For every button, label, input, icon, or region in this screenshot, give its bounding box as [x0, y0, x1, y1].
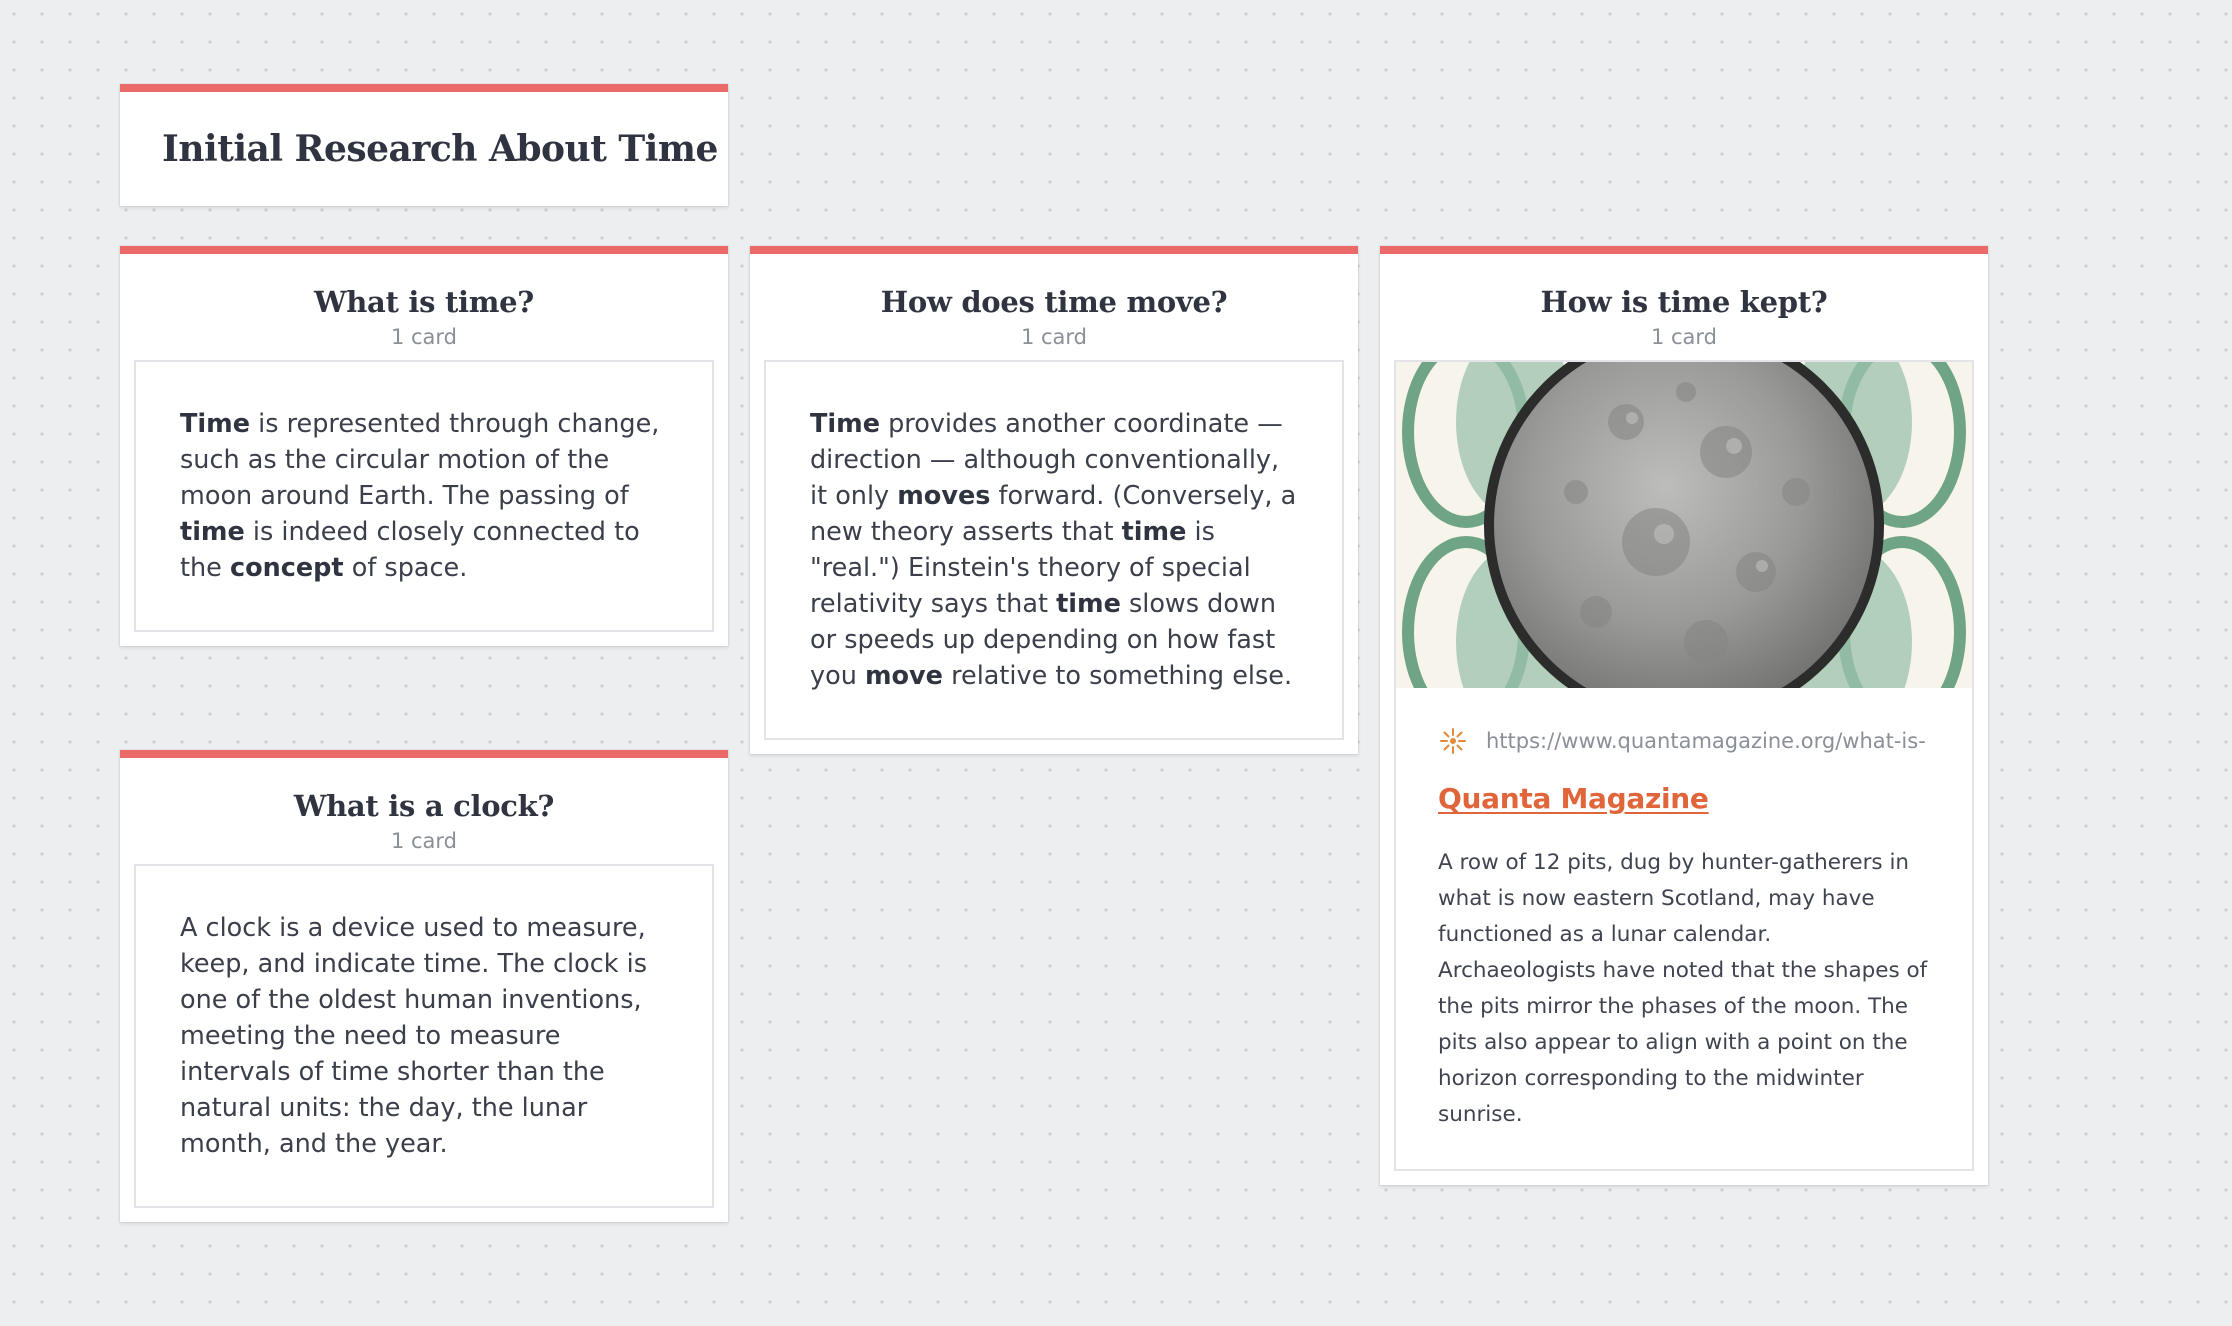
link-description: A row of 12 pits, dug by hunter-gatherers in what is now eastern Scotland, may have functioned as a lunar calendar. Archaeologists have noted that the shapes of the pits mirror the phases of the moon. The pits also appear to align with a point on the horizon corresponding to the midwinter sunrise.	[1438, 850, 1928, 1127]
column-card-count: 1 card	[1020, 325, 1088, 349]
column-card-count: 1 card	[1650, 325, 1718, 349]
link-card-body	[1396, 688, 1972, 1169]
quanta-favicon-icon	[1438, 726, 1468, 756]
column-header	[134, 254, 714, 360]
note-card[interactable]: Time provides another coordinate — direction — although conventionally, it only moves forward. (Conversely, a new theory asserts that time is "real.") Einstein's theory of special relativity says that time slows down or speeds up depending on how fast you move relative to something else.	[764, 360, 1344, 740]
link-url[interactable]: https://www.quantamagazine.org/what-is-	[1486, 729, 1926, 753]
column-card-count: 1 card	[390, 325, 458, 349]
column-how-does-time-move[interactable]	[750, 246, 1358, 754]
column-title: How does time move?	[880, 285, 1228, 319]
column-title: What is time?	[313, 285, 534, 319]
note-card[interactable]: A clock is a device used to measure, keep, and indicate time. The clock is one of the oldest human inventions, meeting the need to measure intervals of time shorter than the natural units: the day, the lunar month, and the year.	[134, 864, 714, 1208]
column-what-is-time[interactable]	[120, 246, 728, 646]
column-what-is-a-clock[interactable]	[120, 750, 728, 1222]
column-title: How is time kept?	[1540, 285, 1828, 319]
column-card-count: 1 card	[390, 829, 458, 853]
board-title-card[interactable]	[120, 84, 728, 206]
link-title[interactable]: Quanta Magazine	[1438, 782, 1709, 815]
link-card[interactable]	[1394, 360, 1974, 1171]
link-source-row	[1438, 726, 1930, 756]
column-header	[764, 254, 1344, 360]
column-header	[134, 758, 714, 864]
column-title: What is a clock?	[293, 789, 555, 823]
note-card[interactable]: Time is represented through change, such as the circular motion of the moon around Earth. The passing of time is indeed closely connected to the concept of space.	[134, 360, 714, 632]
column-header	[1394, 254, 1974, 360]
column-how-is-time-kept[interactable]	[1380, 246, 1988, 1185]
moon-illustration	[1396, 362, 1972, 688]
board-title: Initial Research About Time	[162, 128, 718, 170]
